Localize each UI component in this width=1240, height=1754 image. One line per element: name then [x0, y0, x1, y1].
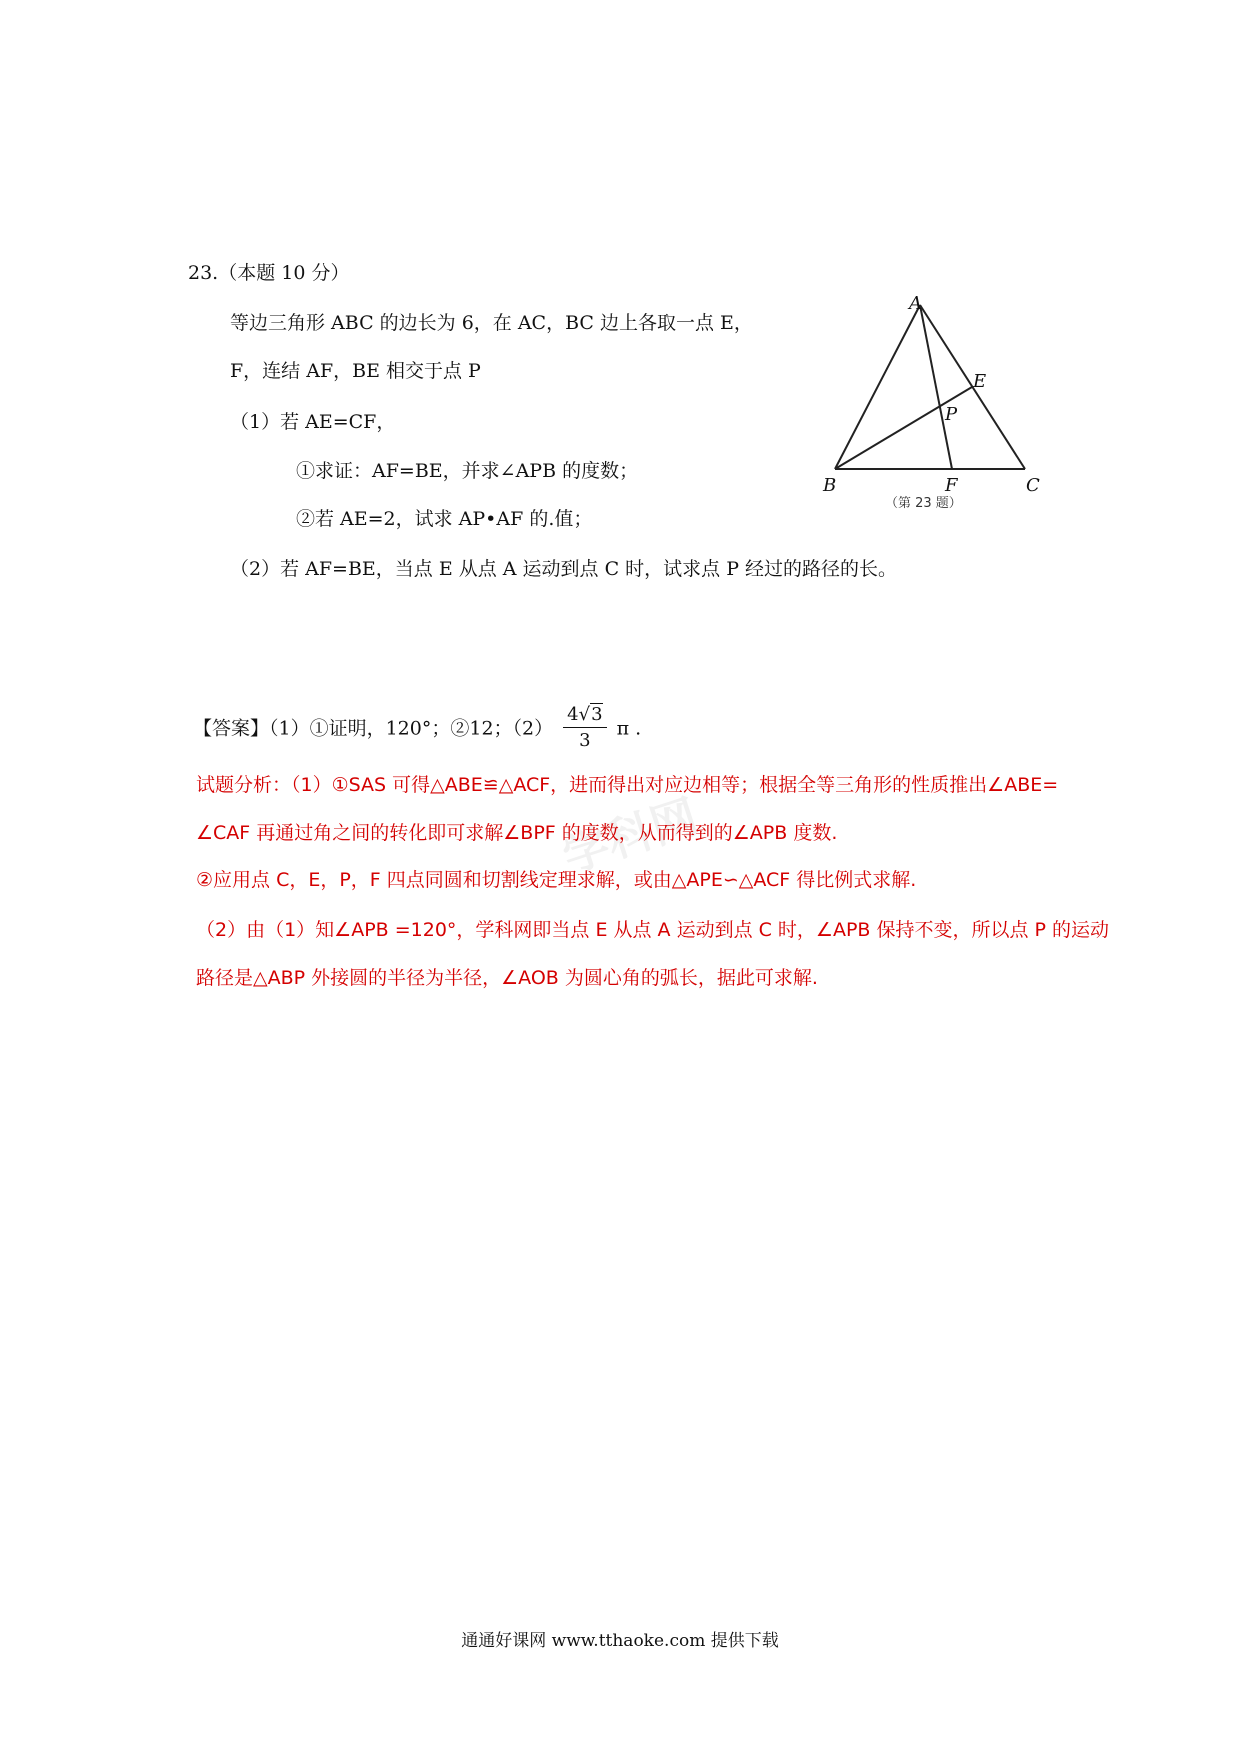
label-P: P	[945, 404, 958, 425]
fraction-numerator: 4√3	[563, 704, 606, 728]
answer-fraction	[563, 704, 606, 751]
analysis-line-2: ∠CAF 再通过角之间的转化即可求解∠BPF 的度数，从而得到的∠APB 度数.	[196, 822, 838, 844]
analysis-line-4: （2）由（1）知∠APB =120°，学科网即当点 E 从点 A 运动到点 C 时，∠APB 保持不变，所以点 P 的运动	[196, 919, 1110, 941]
question-part-1: （1）若 AE=CF，	[230, 411, 396, 433]
label-E: E	[973, 371, 987, 392]
fraction-denominator: 3	[579, 730, 591, 751]
question-part-1-ii: ②若 AE=2，试求 AP•AF 的.值；	[296, 508, 593, 530]
analysis-line-1: 试题分析：（1）①SAS 可得△ABE≌△ACF，进而得出对应边相等；根据全等三角形的性质推出∠ABE=	[196, 774, 1059, 796]
label-F: F	[945, 475, 958, 496]
answer-suffix: π .	[616, 717, 642, 740]
label-B: B	[823, 475, 837, 496]
question-line-2: F，连结 AF，BE 相交于点 P	[230, 360, 481, 382]
figure-caption: （第 23 题）	[885, 496, 962, 511]
watermark-logo: 学科网	[555, 788, 704, 883]
answer-line	[193, 706, 641, 753]
analysis-line-5: 路径是△ABP 外接圆的半径为半径，∠AOB 为圆心角的弧长，据此可求解.	[196, 967, 818, 989]
question-line-1: 等边三角形 ABC 的边长为 6，在 AC，BC 边上各取一点 E，	[230, 312, 753, 334]
question-title: 23.（本题 10 分）	[188, 262, 350, 284]
triangle-figure	[815, 295, 1060, 520]
label-A: A	[909, 295, 922, 314]
analysis-line-3: ②应用点 C，E，P，F 四点同圆和切割线定理求解，或由△APE∽△ACF 得比例式求解.	[196, 869, 917, 891]
question-part-1-i: ①求证：AF=BE，并求∠APB 的度数；	[296, 460, 639, 482]
label-C: C	[1026, 475, 1040, 496]
question-part-2: （2）若 AF=BE，当点 E 从点 A 运动到点 C 时，试求点 P 经过的路径的长。	[230, 558, 898, 580]
answer-prefix: 【答案】（1）①证明，120°；②12；（2）	[193, 717, 554, 740]
footer-text: 通通好课网 www.tthaoke.com 提供下载	[461, 1631, 779, 1651]
